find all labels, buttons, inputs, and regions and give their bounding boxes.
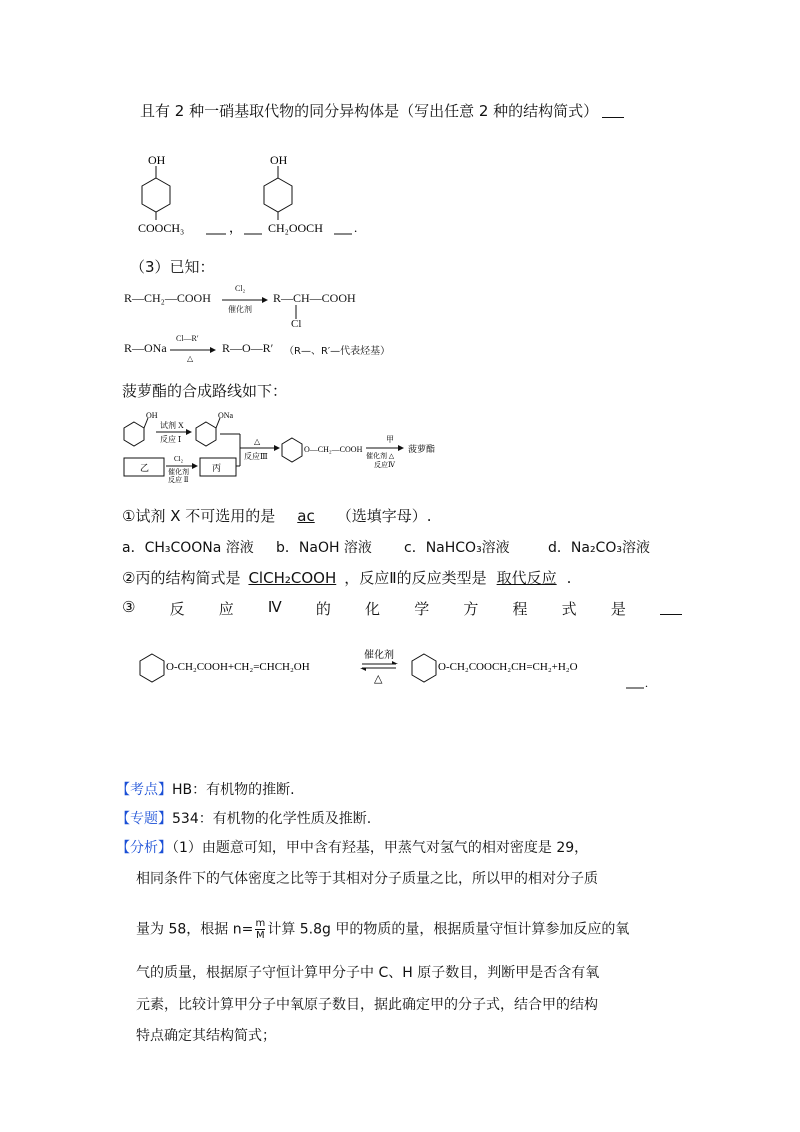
route-title: 菠萝酯的合成路线如下： xyxy=(122,382,288,400)
arrow-icon xyxy=(392,661,398,664)
option-d: d．Na₂CO₃溶液 xyxy=(548,540,650,556)
option-a: a．CH₃COONa 溶液 xyxy=(122,540,254,556)
arrow-icon xyxy=(274,445,280,451)
equation-left: O-CH₂COOH+CH₂=CHCH₂OH xyxy=(166,661,310,673)
arrow-icon xyxy=(360,668,366,671)
reaction-3-label: 反应Ⅲ xyxy=(244,452,268,461)
benzene-ring xyxy=(140,654,164,682)
q3-char: 化 xyxy=(365,600,381,618)
separator: ， xyxy=(229,220,243,235)
bing-label: 丙 xyxy=(212,463,222,473)
q3-char: 式 xyxy=(561,600,577,618)
equation-end: . xyxy=(645,676,648,690)
q3-char: 应 xyxy=(218,600,234,618)
equation-right: O-CH₂COOCH₂CH=CH₂+H₂O xyxy=(438,661,578,673)
equation-above: 催化剂 xyxy=(364,650,394,661)
fenxi-line-6: 特点确定其结构简式； xyxy=(136,1028,276,1044)
reagent-x-label: 试剂 X xyxy=(160,421,184,430)
rxn2-right: R—O—R′ xyxy=(222,341,274,355)
fenxi-line-4: 气的质量，根据原子守恒计算甲分子中 C、H 原子数目，判断甲是否含有氧 xyxy=(136,965,600,981)
substituent-1: COOCH₃ xyxy=(138,221,185,235)
q3-char: Ⅳ xyxy=(267,598,282,616)
oh-label-2: OH xyxy=(270,153,288,167)
fenxi-text-3a: 量为 58，根据 n= xyxy=(136,921,254,938)
fenxi-line-5: 元素，比较计算甲分子中氧原子数目，据此确定甲的分子式，结合甲的结构 xyxy=(136,997,598,1013)
rxn2-left: R—ONa xyxy=(124,341,167,355)
catalyst-label: 催化剂 xyxy=(168,468,189,476)
bond-line xyxy=(294,305,298,319)
q1-suffix: （选填字母）. xyxy=(336,507,432,525)
fenxi-line-3 xyxy=(136,918,629,941)
q2-prefix: ②丙的结构简式是 xyxy=(122,569,241,587)
fraction xyxy=(255,918,265,941)
fenxi-text-3b: 计算 5.8g 甲的物质的量，根据质量守恒计算参加反应的氧 xyxy=(267,921,630,938)
q3-char: 程 xyxy=(512,600,528,618)
known-label: （3）已知： xyxy=(130,258,215,276)
rxn1-right: R—CH—COOH xyxy=(273,291,356,305)
q3-char: 学 xyxy=(414,600,430,618)
heat-label: △ xyxy=(254,437,261,446)
benzene-ring xyxy=(196,422,216,446)
arrow-icon xyxy=(170,346,216,354)
rxn1-below: 催化剂 xyxy=(228,305,252,314)
fenxi-tag: 【分析】 xyxy=(116,840,172,856)
reaction-2-label: 反应 Ⅱ xyxy=(168,476,189,484)
fraction-denominator: M xyxy=(256,930,265,941)
q3-char: 的 xyxy=(315,600,331,618)
substituent-2: CH₂OOCH xyxy=(268,221,323,235)
product-label: 菠萝酯 xyxy=(408,444,436,454)
period: . xyxy=(354,220,358,235)
oh-label-1: OH xyxy=(148,153,166,167)
q3-char: 反 xyxy=(169,600,185,618)
ona-label: ONa xyxy=(218,411,234,420)
kaodian-tag: 【考点】 xyxy=(116,782,172,798)
reaction-4-label: 反应Ⅳ xyxy=(374,461,395,469)
rxn1-cl: Cl xyxy=(291,318,302,330)
question-2 xyxy=(122,567,571,588)
question-text: 且有 2 种一硝基取代物的同分异构体是（写出任意 2 种的结构简式） xyxy=(140,102,599,120)
oh-label: OH xyxy=(146,411,158,420)
q2-suffix: . xyxy=(566,569,572,587)
catalyst-heat-label: 催化剂 △ xyxy=(366,452,395,460)
q1-prefix: ①试剂 X 不可选用的是 xyxy=(122,507,276,525)
yi-label: 乙 xyxy=(140,463,150,473)
isomer-structures xyxy=(130,150,390,240)
equation-diagram xyxy=(136,644,656,696)
synthesis-route-diagram xyxy=(120,404,450,484)
benzene-ring-2 xyxy=(264,178,292,212)
equation-below: △ xyxy=(374,673,383,685)
fenxi-line-2: 相同条件下的气体密度之比等于其相对分子质量之比，所以甲的相对分子质 xyxy=(136,871,598,887)
benzene-ring xyxy=(124,422,144,446)
zhuanti-tag: 【专题】 xyxy=(116,811,172,827)
q2-answer-structure: ClCH₂COOH xyxy=(248,569,337,587)
fenxi-line-1 xyxy=(116,837,588,857)
q3-char: 是 xyxy=(610,600,626,618)
reaction-1-label: 反应 Ⅰ xyxy=(160,435,182,444)
intermediate-label: O—CH₂—COOH xyxy=(304,445,363,454)
jia-label: 甲 xyxy=(386,435,394,444)
question-1 xyxy=(122,505,432,526)
rxn1-left: R—CH₂—COOH xyxy=(124,291,211,305)
q1-answer: ac xyxy=(297,507,315,525)
arrow-icon xyxy=(398,445,404,451)
rxn1-above: Cl₂ xyxy=(235,284,246,293)
fraction-numerator: m xyxy=(255,918,266,929)
question-line-isomers xyxy=(140,100,624,121)
answer-blank xyxy=(660,598,682,615)
q3-char: ③ xyxy=(122,598,136,616)
zhuanti-line xyxy=(116,808,371,828)
fenxi-text-1: （1）由题意可知，甲中含有羟基，甲蒸气对氢气的相对密度是 29， xyxy=(172,840,589,856)
zhuanti-text: 534：有机物的化学性质及推断. xyxy=(172,811,372,827)
option-b: b．NaOH 溶液 xyxy=(276,540,372,556)
kaodian-text: HB：有机物的推断. xyxy=(172,782,295,798)
option-c: c．NaHCO₃溶液 xyxy=(404,540,510,556)
rxn2-note: （R—、R′—代表烃基） xyxy=(284,346,391,357)
kaodian-line xyxy=(116,779,295,799)
answer-blank xyxy=(602,101,624,118)
arrow-icon xyxy=(192,463,198,469)
rxn2-below: △ xyxy=(187,354,194,363)
cl2-label: Cl₂ xyxy=(174,455,184,463)
benzene-ring xyxy=(282,438,302,462)
q2-middle: ，反应Ⅱ的反应类型是 xyxy=(344,569,487,587)
arrow-icon xyxy=(186,429,192,435)
rxn2-above: Cl—R′ xyxy=(176,334,199,343)
benzene-ring-1 xyxy=(142,178,170,212)
q3-char: 方 xyxy=(463,600,479,618)
q2-answer-type: 取代反应 xyxy=(496,569,557,587)
arrow-icon xyxy=(222,296,268,304)
question-3 xyxy=(122,598,682,619)
benzene-ring xyxy=(412,654,436,682)
